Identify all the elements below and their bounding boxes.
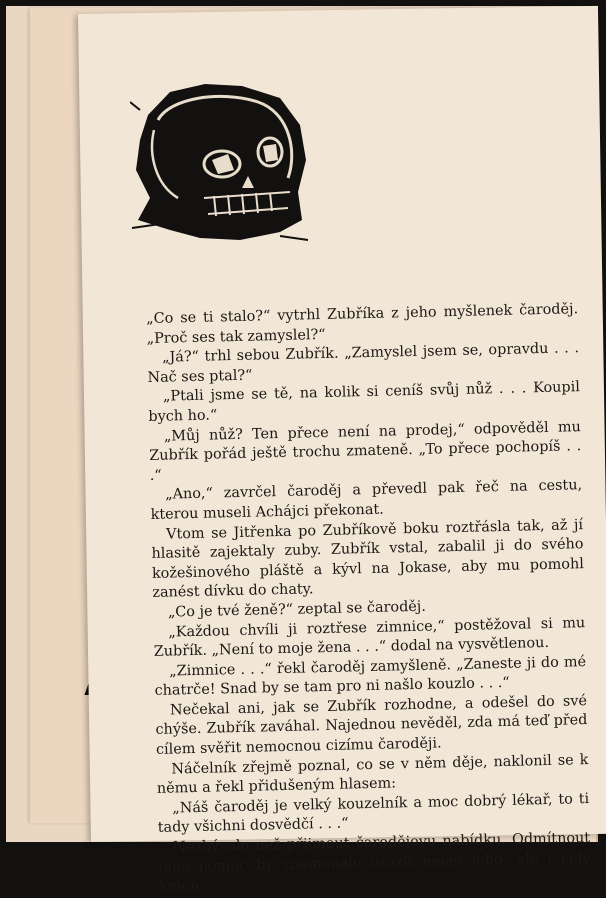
- paragraph-10: Nečekal ani, jak se Zubřík rozhodne, a odešel do své chýše. Zubřík zaváhal. Najednou nevěděl, zda má teď před cílem svěřit nemocnou cizímu čaroději.: [155, 692, 588, 758]
- paragraph-9: „Zimnice . . .“ řekl čaroděj zamyšleně. „Zaneste ji do mé chatrče! Snad by se tam pro ni našlo kouzlo . . .“: [154, 653, 587, 700]
- paragraph-5: „Ano,“ zavrčel čaroděj a převedl pak řeč na cestu, kterou museli Achájci překonat.: [150, 477, 583, 523]
- paragraph-6: Vtom se Jitřenka po Zubříkově boku roztřásla tak, až jí hlasitě zajektaly zuby. Zubřík vstal, zabalil ji do svého kožešinového pláště a kývl na Jokase, aby mu pomohl zanést dívku do chaty.: [151, 516, 585, 602]
- paragraph-11: Náčelník zřejmě poznal, co se v něm děje, naklonil se k němu a řekl přidušeným hlasem:: [156, 751, 589, 798]
- paragraph-8: „Každou chvíli ji roztřese zimnice,“ postěžoval si mu Zubřík. „Není to moje žena . . .“ dodal na vysvětlenou.: [153, 614, 586, 661]
- skull-illustration: [130, 80, 310, 245]
- story-text: [146, 300, 591, 897]
- paragraph-13: Nezbývalo než přijmout čarodějovu nabídku. Odmítnout jeho pomoc by znamenalo urazit nejen jeho, ale i celý kmen.: [158, 830, 591, 896]
- paragraph-12: „Náš čaroděj je velký kouzelník a moc dobrý lékař, to ti tady všichni dosvědčí . . .“: [157, 790, 590, 837]
- paragraph-4: „Můj nůž? Ten přece není na prodej,“ odpověděl mu Zubřík pořád ještě trochu zmateně. „To přece pochopíš . . .“: [149, 418, 582, 484]
- paragraph-7: „Co je tvé ženě?“ zeptal se čaroděj.: [167, 598, 427, 621]
- paragraph-1: „Co se ti stalo?“ vytrhl Zubříka z jeho myšlenek čaroděj. „Proč ses tak zamyslel?“: [146, 301, 579, 347]
- paragraph-2: „Já?“ trhl sebou Zubřík. „Zamyslel jsem se, opravdu . . . Nač ses ptal?“: [147, 340, 580, 386]
- paragraph-3: „Ptali jsme se tě, na kolik si ceníš svůj nůž . . . Koupil bych ho.“: [148, 379, 581, 425]
